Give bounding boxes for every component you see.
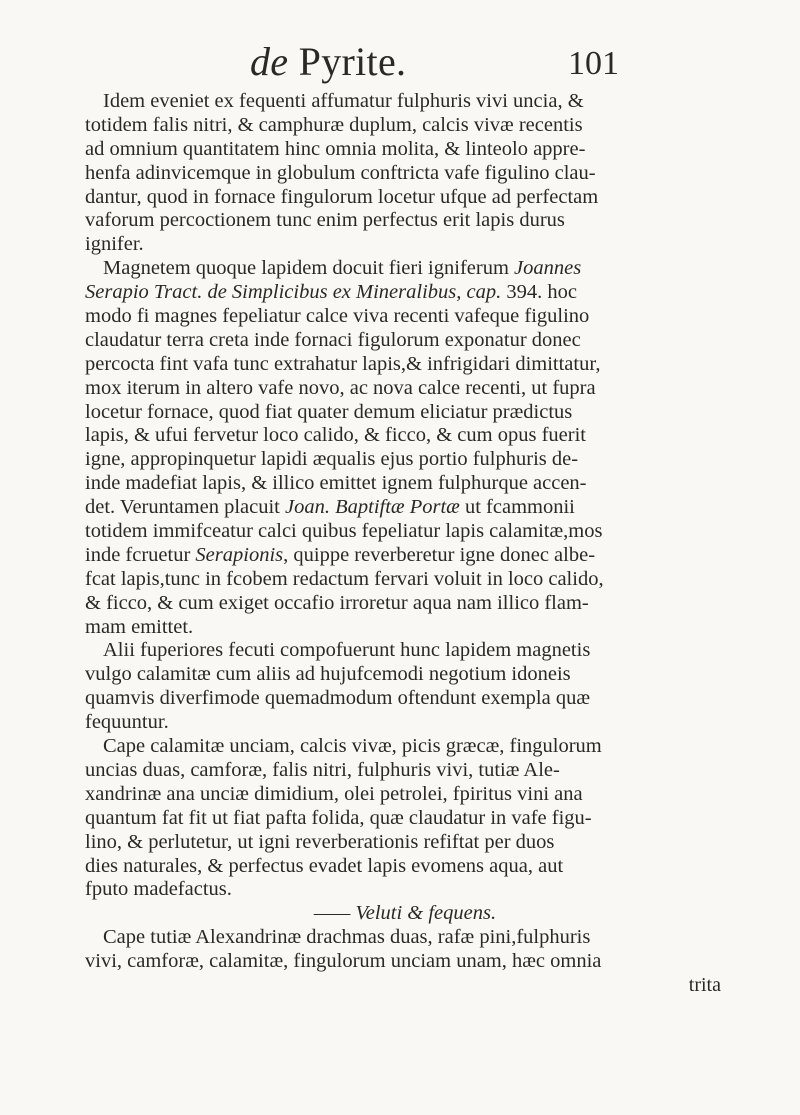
text-segment: dantur, quod in fornace fingulorum locetur ufque ad perfectam	[85, 185, 599, 208]
running-title-main: Pyrite.	[298, 39, 407, 84]
running-title	[250, 38, 406, 86]
text-segment: henfa adinvicemque in globulum conftricta vafe figulino clau-	[85, 161, 596, 184]
text-segment: inde fcruetur	[85, 543, 196, 566]
text-line	[85, 831, 725, 855]
text-segment: quamvis diverfimode quemadmodum oftendunt exempla quæ	[85, 687, 590, 710]
running-title-prefix: de	[250, 39, 289, 84]
text-segment: ad omnium quantitatem hinc omnia molita, & linteolo appre-	[85, 137, 586, 160]
text-line	[85, 162, 725, 186]
text-segment: Alii fuperiores fecuti compofuerunt hunc lapidem magnetis	[103, 639, 591, 662]
text-segment: inde madefiat lapis, & illico emittet ignem fulphurque accen-	[85, 472, 587, 495]
text-line	[85, 496, 725, 520]
text-segment: vivi, camforæ, calamitæ, fingulorum unciam unam, hæc omnia	[85, 950, 602, 973]
text-segment: Idem eveniet ex fequenti affumatur fulphuris vivi uncia, &	[103, 90, 584, 112]
text-line	[85, 233, 725, 257]
text-segment: 394. hoc	[501, 281, 577, 304]
text-segment: det. Veruntamen placuit	[85, 496, 286, 519]
text-segment: dies naturales, & perfectus evadet lapis evomens aqua, aut	[85, 854, 564, 877]
text-segment: Cape tutiæ Alexandrinæ drachmas duas, rafæ pini,fulphuris	[103, 926, 591, 949]
text-line	[85, 114, 725, 138]
text-line	[85, 878, 725, 902]
text-segment: trita	[688, 973, 721, 996]
body-text	[85, 90, 725, 998]
text-line	[85, 592, 725, 616]
text-segment: lapis, & ufui fervetur loco calido, & ficco, & cum opus fuerit	[85, 424, 586, 447]
text-segment: lino, & perlutetur, ut igni reverberationis refiftat per duos	[85, 830, 555, 853]
text-line	[85, 448, 725, 472]
text-segment: uncias duas, camforæ, falis nitri, fulphuris vivi, tutiæ Ale-	[85, 758, 560, 781]
text-segment: xandrinæ ana unciæ dimidium, olei petrolei, fpiritus vini ana	[85, 782, 583, 805]
text-segment: Magnetem quoque lapidem docuit fieri igniferum	[103, 257, 515, 280]
text-segment: locetur fornace, quod fiat quater demum eliciatur prædictus	[85, 400, 573, 423]
text-segment: vaforum percoctionem tunc enim perfectus erit lapis durus	[85, 209, 565, 232]
text-segment: claudatur terra creta inde fornaci figulorum exponatur donec	[85, 328, 581, 351]
page-number: 101	[568, 45, 619, 82]
text-segment: , quippe reverberetur igne donec albe-	[283, 543, 596, 566]
text-segment: igne, appropinquetur lapidi æqualis ejus portio fulphuris de-	[85, 448, 579, 471]
text-segment: mam emittet.	[85, 615, 194, 638]
text-line	[85, 329, 725, 353]
text-line	[85, 424, 725, 448]
italic-segment: Joan. Baptiftæ Portæ	[285, 496, 460, 519]
text-line	[85, 90, 725, 114]
text-line	[85, 687, 725, 711]
text-line	[85, 568, 725, 592]
text-line	[85, 783, 725, 807]
page-header	[0, 0, 800, 84]
text-segment: totidem falis nitri, & camphuræ duplum, calcis vivæ recentis	[85, 113, 583, 136]
text-line	[85, 855, 725, 879]
text-line	[85, 377, 725, 401]
text-segment: ut fcammonii	[459, 496, 575, 519]
italic-segment: —— Veluti & fequens.	[313, 902, 497, 925]
text-segment: totidem immifceatur calci quibus fepeliatur lapis calamitæ,mos	[85, 520, 603, 543]
text-line	[85, 520, 725, 544]
text-segment: modo fi magnes fepeliatur calce viva recenti vafeque figulino	[85, 305, 590, 328]
italic-segment: Joannes	[514, 257, 582, 280]
text-line	[85, 281, 725, 305]
italic-segment: Serapionis	[195, 543, 284, 566]
text-line	[85, 353, 725, 377]
text-segment: percocta fint vafa tunc extrahatur lapis,& infrigidari dimittatur,	[85, 352, 601, 375]
text-line	[85, 639, 725, 663]
text-segment: quantum fat fit ut fiat pafta folida, quæ claudatur in vafe figu-	[85, 806, 592, 829]
text-segment: fputo madefactus.	[85, 878, 232, 901]
text-line	[85, 138, 725, 162]
text-line	[85, 616, 725, 640]
text-line	[85, 257, 725, 281]
text-line	[85, 926, 725, 950]
text-segment: ignifer.	[85, 233, 144, 256]
text-line	[85, 186, 725, 210]
text-line	[85, 472, 725, 496]
text-segment: vulgo calamitæ cum aliis ad hujufcemodi negotium idoneis	[85, 663, 571, 686]
text-line	[85, 902, 725, 926]
text-line	[85, 735, 725, 759]
catchword	[85, 974, 725, 998]
text-segment: fequuntur.	[85, 711, 169, 734]
text-segment: fcat lapis,tunc in fcobem redactum fervari voluit in loco calido,	[85, 567, 604, 590]
text-line	[85, 401, 725, 425]
text-line	[85, 663, 725, 687]
text-segment: Cape calamitæ unciam, calcis vivæ, picis græcæ, fingulorum	[103, 735, 602, 758]
text-line	[85, 807, 725, 831]
text-line	[85, 305, 725, 329]
text-line	[85, 209, 725, 233]
italic-segment: Serapio Tract. de Simplicibus ex Mineralibus, cap.	[85, 281, 502, 304]
text-line	[85, 950, 725, 974]
text-segment: mox iterum in altero vafe novo, ac nova calce recenti, ut fupra	[85, 376, 596, 399]
text-line	[85, 759, 725, 783]
text-segment: & ficco, & cum exiget occafio irroretur aqua nam illico flam-	[85, 591, 589, 614]
text-line	[85, 711, 725, 735]
text-line	[85, 544, 725, 568]
